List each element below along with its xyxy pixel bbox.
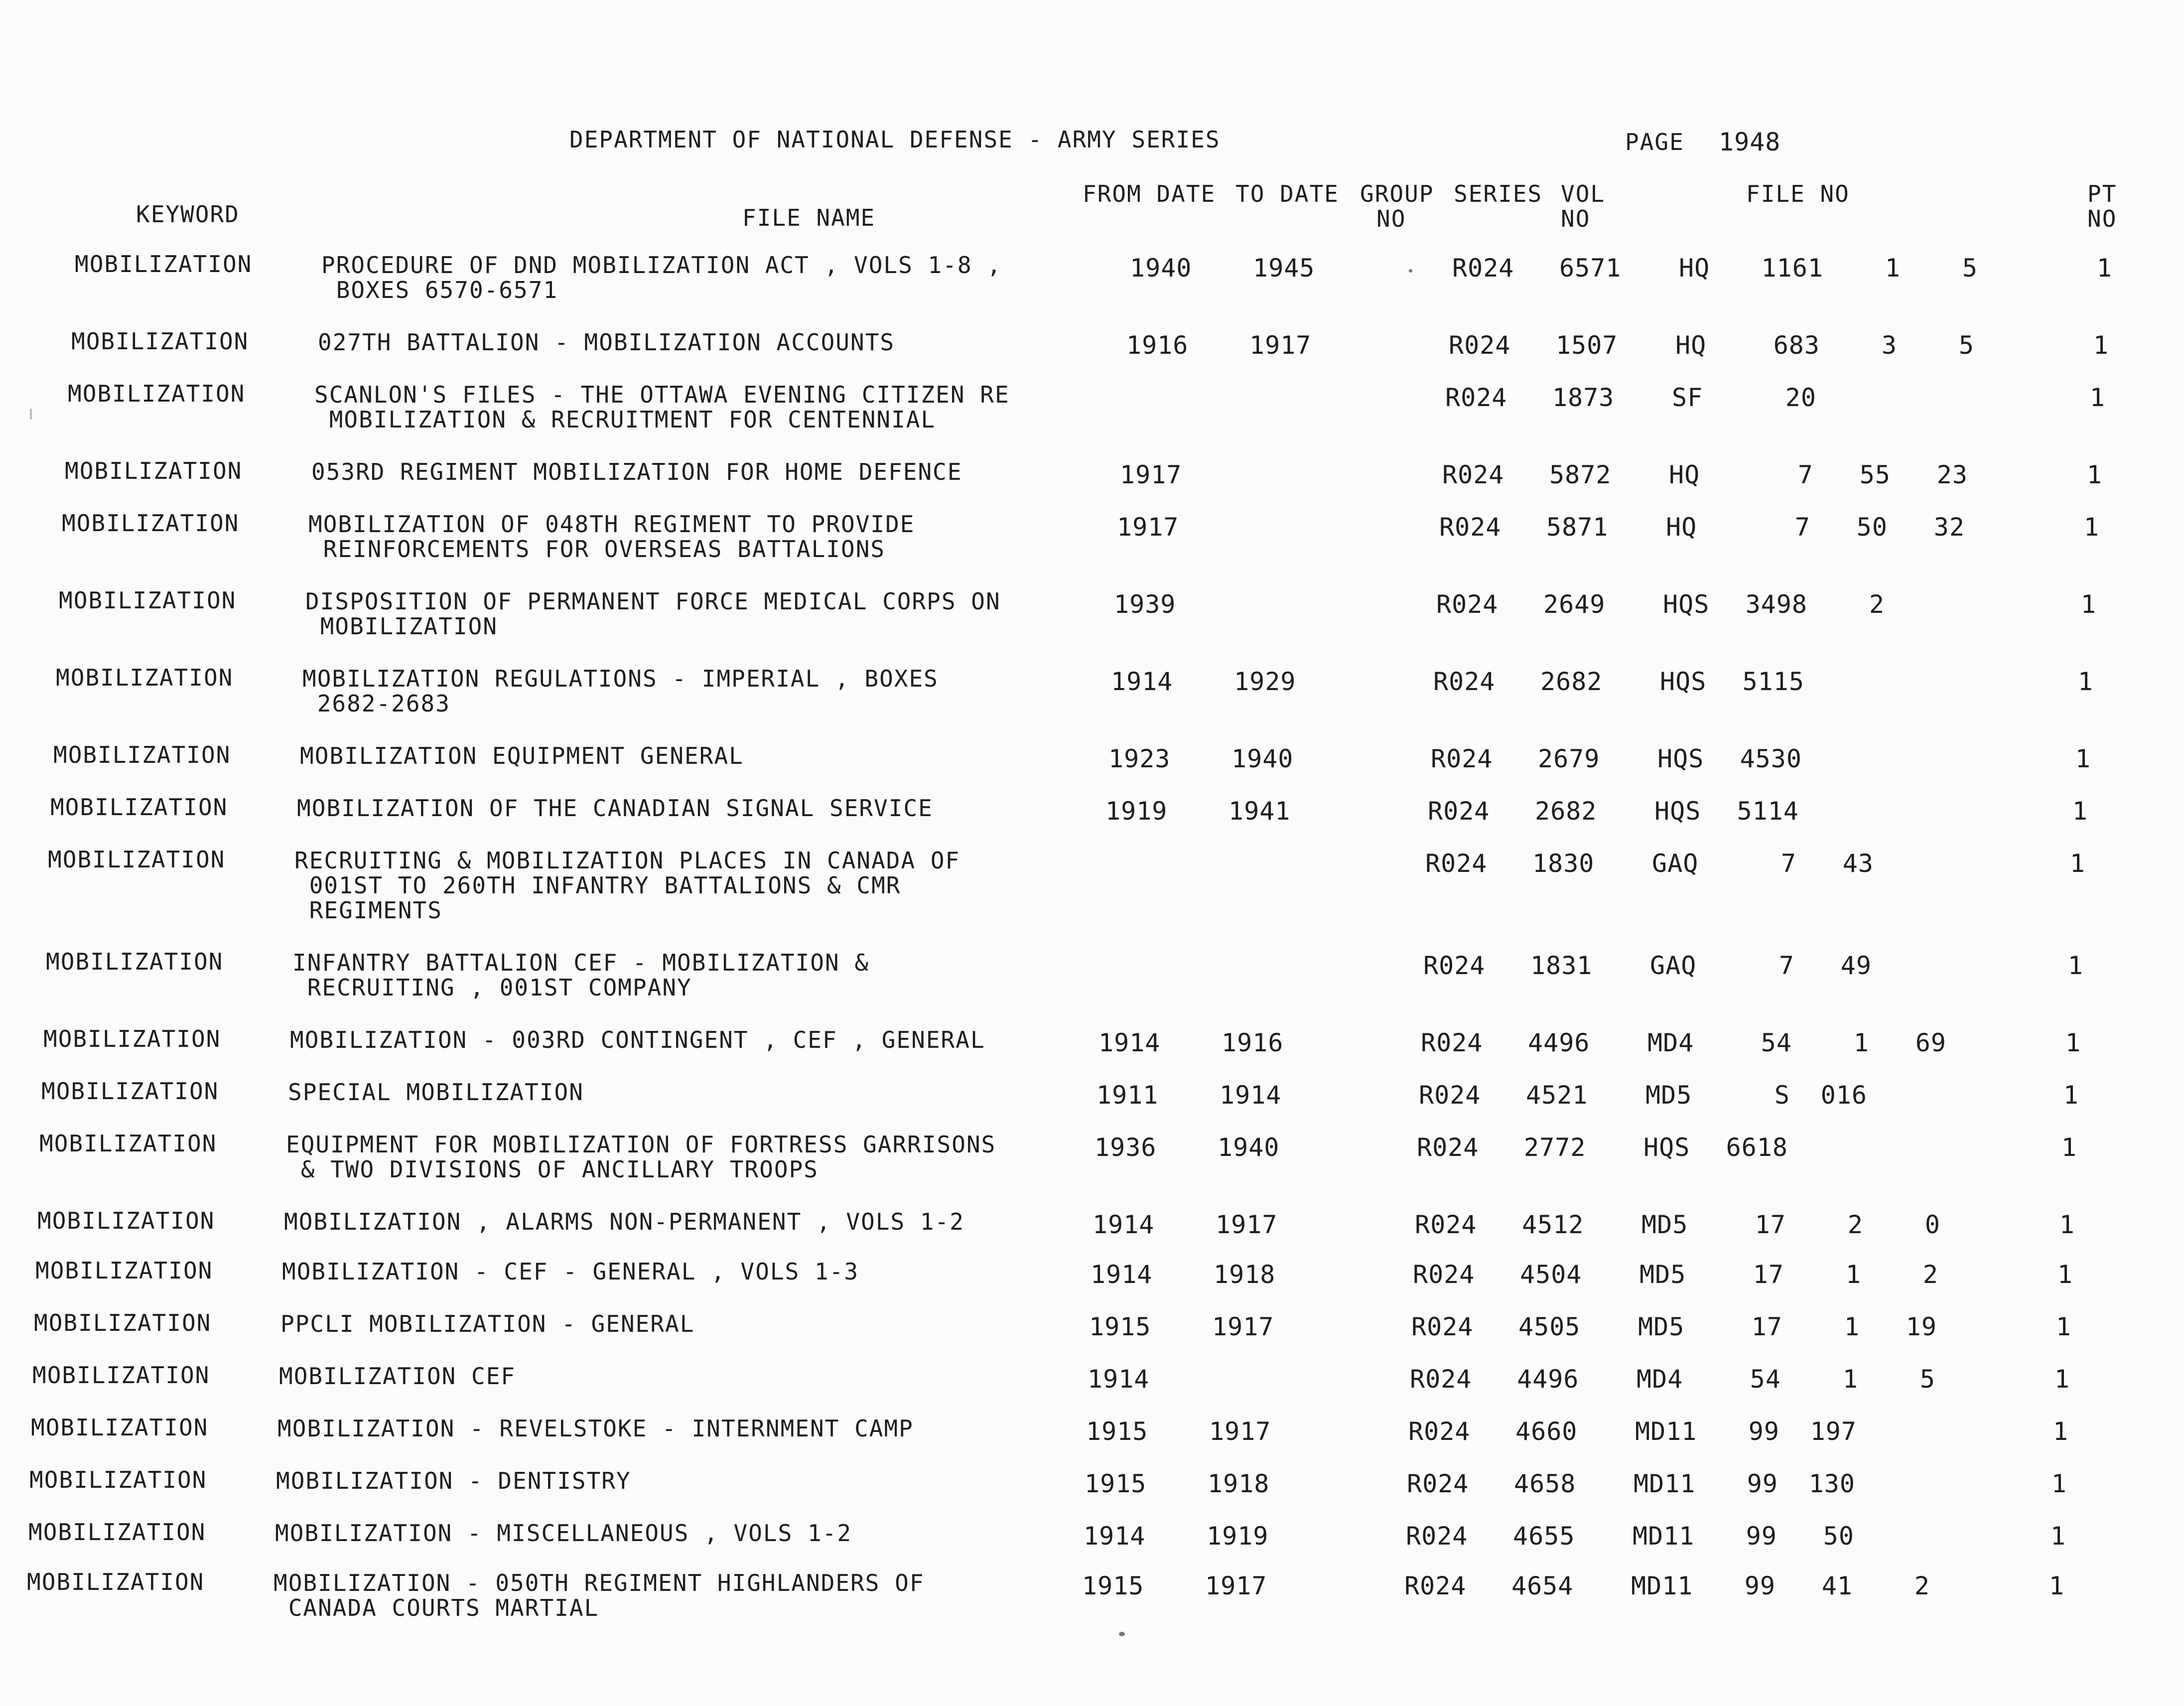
row-file-name-line-1: MOBILIZATION - 003RD CONTINGENT , CEF , GENERAL <box>290 1026 985 1053</box>
row-file-prefix: HQ <box>1679 254 1710 283</box>
row-file-no-1: 20 <box>1785 383 1816 412</box>
row-from-date: 1916 <box>1126 331 1189 360</box>
row-file-name-line-1: PPCLI MOBILIZATION - GENERAL <box>280 1310 695 1337</box>
row-vol-no: 4655 <box>1513 1522 1575 1551</box>
row-keyword: MOBILIZATION <box>29 1466 207 1493</box>
row-file-no-2: 130 <box>1808 1469 1855 1498</box>
row-from-date: 1919 <box>1105 797 1168 826</box>
row-file-no-2: 41 <box>1821 1571 1853 1600</box>
row-file-prefix: HQ <box>1669 460 1700 489</box>
row-file-name-line-1: 027TH BATTALION - MOBILIZATION ACCOUNTS <box>318 329 895 356</box>
row-file-no-2: 50 <box>1823 1522 1854 1551</box>
column-vol: VOL <box>1561 180 1606 207</box>
row-file-prefix: HQS <box>1660 667 1707 696</box>
row-file-no-2: 016 <box>1820 1081 1867 1110</box>
row-from-date: 1914 <box>1098 1028 1161 1057</box>
row-file-no-2: 50 <box>1856 513 1888 542</box>
row-from-date: 1917 <box>1120 460 1182 489</box>
row-keyword: MOBILIZATION <box>39 1130 217 1157</box>
row-file-name-line-1: MOBILIZATION - MISCELLANEOUS , VOLS 1-2 <box>275 1520 852 1547</box>
row-from-date: 1914 <box>1091 1260 1153 1289</box>
row-keyword: MOBILIZATION <box>41 1078 219 1105</box>
row-file-no-1: 99 <box>1744 1571 1775 1600</box>
row-file-no-3: 2 <box>1922 1260 1938 1289</box>
row-to-date: 1919 <box>1207 1522 1269 1551</box>
row-file-no-3: 0 <box>1924 1210 1940 1239</box>
column-series: SERIES <box>1454 180 1543 207</box>
row-file-no-1: 4530 <box>1740 744 1802 773</box>
row-pt-no: 1 <box>2069 849 2085 878</box>
row-file-no-1: 3498 <box>1745 590 1807 619</box>
row-keyword: MOBILIZATION <box>32 1362 210 1389</box>
row-keyword: MOBILIZATION <box>31 1414 209 1441</box>
row-file-no-3: 19 <box>1906 1312 1937 1341</box>
row-file-name-line-1: PROCEDURE OF DND MOBILIZATION ACT , VOLS 1-8 , <box>321 252 1002 279</box>
row-to-date: 1941 <box>1228 797 1291 826</box>
row-from-date: 1914 <box>1088 1365 1150 1394</box>
row-from-date: 1915 <box>1089 1312 1151 1341</box>
row-series: R024 <box>1408 1417 1471 1446</box>
row-from-date: 1940 <box>1130 254 1192 283</box>
row-file-no-3: 5 <box>1919 1365 1935 1394</box>
row-vol-no: 4658 <box>1514 1469 1576 1498</box>
row-file-no-2: 1 <box>1842 1365 1858 1394</box>
row-series: R024 <box>1410 1365 1472 1394</box>
row-pt-no: 1 <box>2048 1571 2064 1600</box>
row-file-no-1: 1161 <box>1761 254 1823 283</box>
column-file-no: FILE NO <box>1746 180 1850 207</box>
row-to-date: 1917 <box>1249 331 1312 360</box>
row-vol-no: 1507 <box>1556 331 1618 360</box>
row-to-date: 1929 <box>1234 667 1296 696</box>
row-file-prefix: HQS <box>1643 1133 1690 1162</box>
row-file-no-3: 2 <box>1914 1571 1930 1600</box>
row-file-no-2: 1 <box>1844 1312 1860 1341</box>
row-file-no-2: 1 <box>1853 1028 1869 1057</box>
row-series: R024 <box>1449 331 1511 360</box>
row-from-date: 1915 <box>1086 1417 1148 1446</box>
row-series: R024 <box>1404 1571 1467 1600</box>
row-to-date: 1918 <box>1214 1260 1276 1289</box>
row-series: R024 <box>1425 849 1488 878</box>
row-pt-no: 1 <box>2050 1522 2066 1551</box>
row-pt-no: 1 <box>2055 1312 2071 1341</box>
row-keyword: MOBILIZATION <box>56 664 234 691</box>
row-series: R024 <box>1415 1210 1477 1239</box>
row-pt-no: 1 <box>2067 951 2083 980</box>
row-file-no-3: 32 <box>1933 513 1965 542</box>
row-pt-no: 1 <box>2096 254 2112 283</box>
row-vol-no: 4521 <box>1526 1081 1588 1110</box>
row-file-no-2: 55 <box>1859 460 1891 489</box>
row-file-prefix: MD11 <box>1635 1417 1697 1446</box>
row-file-name-line-2: RECRUITING , 001ST COMPANY <box>292 974 692 1001</box>
row-vol-no: 4496 <box>1528 1028 1590 1057</box>
row-series: R024 <box>1439 513 1502 542</box>
row-file-name-line-1: 053RD REGIMENT MOBILIZATION FOR HOME DEFENCE <box>311 458 962 485</box>
row-to-date: 1940 <box>1231 744 1294 773</box>
row-file-name-line-1: EQUIPMENT FOR MOBILIZATION OF FORTRESS GARRISONS <box>286 1131 996 1158</box>
page-label: PAGE <box>1625 129 1684 155</box>
row-keyword: MOBILIZATION <box>27 1568 205 1595</box>
row-file-prefix: MD5 <box>1638 1312 1685 1341</box>
row-file-prefix: HQ <box>1666 513 1697 542</box>
row-pt-no: 1 <box>2080 590 2096 619</box>
row-file-no-1: 7 <box>1780 849 1796 878</box>
row-file-name-line-1: SPECIAL MOBILIZATION <box>288 1079 584 1106</box>
row-vol-no: 5872 <box>1549 460 1612 489</box>
row-pt-no: 1 <box>2086 460 2102 489</box>
row-series: R024 <box>1423 951 1486 980</box>
row-from-date: 1939 <box>1114 590 1176 619</box>
page-title: DEPARTMENT OF NATIONAL DEFENSE - ARMY SERIES <box>569 126 1221 153</box>
row-file-name-line-2: BOXES 6570-6571 <box>321 277 558 303</box>
row-vol-no: 4496 <box>1517 1365 1579 1394</box>
row-file-no-2: 197 <box>1810 1417 1857 1446</box>
row-file-no-2: 49 <box>1840 951 1872 980</box>
row-pt-no: 1 <box>2072 797 2088 826</box>
row-series: R024 <box>1419 1081 1481 1110</box>
row-file-name-line-1: MOBILIZATION OF 048TH REGIMENT TO PROVIDE <box>308 511 915 538</box>
row-from-date: 1917 <box>1117 513 1179 542</box>
row-file-name-line-1: MOBILIZATION - DENTISTRY <box>276 1467 631 1494</box>
row-pt-no: 1 <box>2052 1417 2068 1446</box>
row-to-date: 1918 <box>1208 1469 1270 1498</box>
row-file-name-line-2: REINFORCEMENTS FOR OVERSEAS BATTALIONS <box>308 536 886 563</box>
row-file-name-line-1: MOBILIZATION EQUIPMENT GENERAL <box>300 742 744 769</box>
row-pt-no: 1 <box>2051 1469 2067 1498</box>
row-vol-no: 2682 <box>1535 797 1597 826</box>
row-file-prefix: MD11 <box>1634 1469 1696 1498</box>
row-file-no-1: 17 <box>1751 1312 1782 1341</box>
row-file-no-3: 5 <box>1962 254 1978 283</box>
scan-speck <box>30 409 32 420</box>
row-from-date: 1914 <box>1084 1522 1146 1551</box>
row-file-name-line-2: MOBILIZATION <box>305 613 498 640</box>
row-keyword: MOBILIZATION <box>50 794 228 821</box>
row-keyword: MOBILIZATION <box>68 380 246 407</box>
row-series: R024 <box>1436 590 1499 619</box>
row-file-name-line-1: DISPOSITION OF PERMANENT FORCE MEDICAL CORPS ON <box>305 588 1001 615</box>
row-file-name-line-2: 001ST TO 260TH INFANTRY BATTALIONS & CMR <box>294 872 901 899</box>
row-from-date: 1911 <box>1096 1081 1159 1110</box>
row-file-no-1: 17 <box>1753 1260 1784 1289</box>
row-file-name-line-2: CANADA COURTS MARTIAL <box>273 1594 599 1621</box>
row-vol-no: 2682 <box>1540 667 1603 696</box>
row-file-prefix: MD5 <box>1639 1260 1686 1289</box>
row-file-name-line-2: MOBILIZATION & RECRUITMENT FOR CENTENNIAL <box>314 406 936 433</box>
row-file-prefix: HQS <box>1657 744 1704 773</box>
row-series: R024 <box>1433 667 1496 696</box>
row-keyword: MOBILIZATION <box>75 251 253 278</box>
row-series: R024 <box>1407 1469 1469 1498</box>
row-series: R024 <box>1452 254 1514 283</box>
row-pt-no: 1 <box>2083 513 2099 542</box>
row-file-no-1: 99 <box>1746 1522 1777 1551</box>
row-vol-no: 1830 <box>1532 849 1595 878</box>
row-vol-no: 1831 <box>1530 951 1593 980</box>
row-file-no-1: 99 <box>1747 1469 1778 1498</box>
row-file-name-line-1: MOBILIZATION - 050TH REGIMENT HIGHLANDERS OF <box>273 1569 925 1596</box>
page-number: 1948 <box>1719 128 1781 156</box>
row-file-no-3: 5 <box>1958 331 1974 360</box>
row-file-prefix: MD11 <box>1633 1522 1695 1551</box>
row-file-no-1: 7 <box>1778 951 1794 980</box>
row-vol-no: 2679 <box>1538 744 1600 773</box>
row-pt-no: 1 <box>2054 1365 2070 1394</box>
column-pt-no: NO <box>2087 205 2117 232</box>
row-file-name-line-1: MOBILIZATION - CEF - GENERAL , VOLS 1-3 <box>282 1258 859 1285</box>
row-keyword: MOBILIZATION <box>37 1207 215 1234</box>
row-from-date: 1936 <box>1094 1133 1157 1162</box>
row-file-no-1: 54 <box>1750 1365 1781 1394</box>
row-file-name-line-2: 2682-2683 <box>302 690 450 717</box>
row-file-no-1: 6618 <box>1726 1133 1788 1162</box>
row-pt-no: 1 <box>2077 667 2093 696</box>
row-from-date: 1915 <box>1085 1469 1147 1498</box>
row-keyword: MOBILIZATION <box>43 1025 221 1052</box>
row-file-no-1: S <box>1774 1081 1790 1110</box>
row-file-name-line-1: RECRUITING & MOBILIZATION PLACES IN CANADA OF <box>294 847 960 874</box>
row-pt-no: 1 <box>2065 1028 2081 1057</box>
row-vol-no: 4512 <box>1522 1210 1584 1239</box>
row-vol-no: 4505 <box>1518 1312 1581 1341</box>
row-pt-no: 1 <box>2057 1260 2073 1289</box>
row-keyword: MOBILIZATION <box>62 510 240 537</box>
row-file-name-line-1: MOBILIZATION OF THE CANADIAN SIGNAL SERVICE <box>297 795 933 822</box>
row-file-name-line-1: MOBILIZATION - REVELSTOKE - INTERNMENT CAMP <box>277 1415 914 1442</box>
row-file-name-line-1: MOBILIZATION , ALARMS NON-PERMANENT , VOLS 1-2 <box>284 1208 964 1235</box>
row-keyword: MOBILIZATION <box>46 948 224 975</box>
row-pt-no: 1 <box>2075 744 2091 773</box>
column-file-name: FILE NAME <box>742 204 876 231</box>
row-file-no-3: 69 <box>1915 1028 1946 1057</box>
row-series: R024 <box>1442 460 1504 489</box>
row-series: R024 <box>1421 1028 1483 1057</box>
row-pt-no: 1 <box>2089 383 2105 412</box>
row-file-no-3: 23 <box>1936 460 1968 489</box>
row-pt-no: 1 <box>2059 1210 2075 1239</box>
row-file-no-2: 1 <box>1885 254 1901 283</box>
row-to-date: 1914 <box>1220 1081 1282 1110</box>
row-file-name-line-2: & TWO DIVISIONS OF ANCILLARY TROOPS <box>286 1156 819 1183</box>
row-keyword: MOBILIZATION <box>59 587 237 614</box>
row-series: R024 <box>1413 1260 1475 1289</box>
row-to-date: 1917 <box>1205 1571 1267 1600</box>
row-keyword: MOBILIZATION <box>71 328 249 355</box>
row-file-no-2: 2 <box>1847 1210 1863 1239</box>
row-file-prefix: GAQ <box>1650 951 1697 980</box>
row-series: R024 <box>1411 1312 1474 1341</box>
row-file-no-2: 1 <box>1845 1260 1861 1289</box>
row-vol-no: 1873 <box>1552 383 1615 412</box>
row-from-date: 1923 <box>1108 744 1171 773</box>
row-vol-no: 2649 <box>1543 590 1606 619</box>
column-from-date: FROM DATE <box>1083 180 1216 207</box>
row-pt-no: 1 <box>2061 1133 2077 1162</box>
row-series: R024 <box>1431 744 1493 773</box>
row-file-no-1: 683 <box>1773 331 1820 360</box>
row-file-no-1: 5115 <box>1742 667 1804 696</box>
row-vol-no: 2772 <box>1524 1133 1586 1162</box>
row-file-prefix: GAQ <box>1652 849 1699 878</box>
row-file-name-line-1: INFANTRY BATTALION CEF - MOBILIZATION & <box>292 949 870 976</box>
row-vol-no: 4660 <box>1515 1417 1578 1446</box>
row-pt-no: 1 <box>2063 1081 2079 1110</box>
row-file-name-line-1: MOBILIZATION CEF <box>279 1363 516 1390</box>
row-file-no-1: 54 <box>1761 1028 1792 1057</box>
row-file-prefix: MD11 <box>1631 1571 1693 1600</box>
row-file-name-line-1: MOBILIZATION REGULATIONS - IMPERIAL , BOXES <box>302 665 939 692</box>
row-file-prefix: MD5 <box>1645 1081 1692 1110</box>
row-vol-no: 5871 <box>1546 513 1609 542</box>
row-file-prefix: HQS <box>1654 797 1701 826</box>
row-from-date: 1915 <box>1082 1571 1144 1600</box>
row-file-no-2: 2 <box>1869 590 1885 619</box>
row-vol-no: 6571 <box>1559 254 1622 283</box>
row-file-no-1: 17 <box>1755 1210 1786 1239</box>
row-file-prefix: HQ <box>1675 331 1707 360</box>
row-vol-no: 4504 <box>1520 1260 1582 1289</box>
row-file-name-line-1: SCANLON'S FILES - THE OTTAWA EVENING CITIZEN RE <box>314 381 1010 408</box>
row-series: R024 <box>1406 1522 1468 1551</box>
scan-speck <box>1409 269 1412 273</box>
column-keyword: KEYWORD <box>136 201 240 228</box>
row-file-no-1: 5114 <box>1737 797 1799 826</box>
row-keyword: MOBILIZATION <box>34 1309 212 1336</box>
row-series: R024 <box>1428 797 1490 826</box>
column-group-no: NO <box>1376 205 1406 232</box>
row-file-no-2: 43 <box>1842 849 1874 878</box>
row-file-prefix: SF <box>1672 383 1703 412</box>
row-series: R024 <box>1417 1133 1479 1162</box>
column-group: GROUP <box>1360 180 1434 207</box>
row-file-no-1: 7 <box>1797 460 1813 489</box>
row-to-date: 1945 <box>1253 254 1315 283</box>
row-keyword: MOBILIZATION <box>28 1519 206 1546</box>
row-file-prefix: HQS <box>1663 590 1710 619</box>
row-file-name-line-3: REGIMENTS <box>294 897 442 924</box>
row-file-no-2: 3 <box>1881 331 1897 360</box>
row-to-date: 1917 <box>1212 1312 1274 1341</box>
row-to-date: 1917 <box>1216 1210 1278 1239</box>
row-keyword: MOBILIZATION <box>53 741 231 768</box>
row-pt-no: 1 <box>2093 331 2109 360</box>
scan-speck <box>1119 1632 1125 1636</box>
row-keyword: MOBILIZATION <box>35 1257 213 1284</box>
row-file-prefix: MD5 <box>1641 1210 1688 1239</box>
column-vol-no: NO <box>1561 205 1591 232</box>
column-pt: PT <box>2087 180 2117 207</box>
row-from-date: 1914 <box>1111 667 1173 696</box>
row-from-date: 1914 <box>1092 1210 1155 1239</box>
row-file-prefix: MD4 <box>1647 1028 1694 1057</box>
row-file-no-1: 99 <box>1748 1417 1779 1446</box>
row-file-prefix: MD4 <box>1637 1365 1683 1394</box>
row-keyword: MOBILIZATION <box>65 457 243 484</box>
row-to-date: 1916 <box>1222 1028 1284 1057</box>
row-file-no-1: 7 <box>1794 513 1810 542</box>
row-keyword: MOBILIZATION <box>48 846 226 873</box>
row-to-date: 1917 <box>1209 1417 1271 1446</box>
row-to-date: 1940 <box>1218 1133 1280 1162</box>
column-to-date: TO DATE <box>1235 180 1339 207</box>
row-vol-no: 4654 <box>1511 1571 1574 1600</box>
row-series: R024 <box>1445 383 1507 412</box>
